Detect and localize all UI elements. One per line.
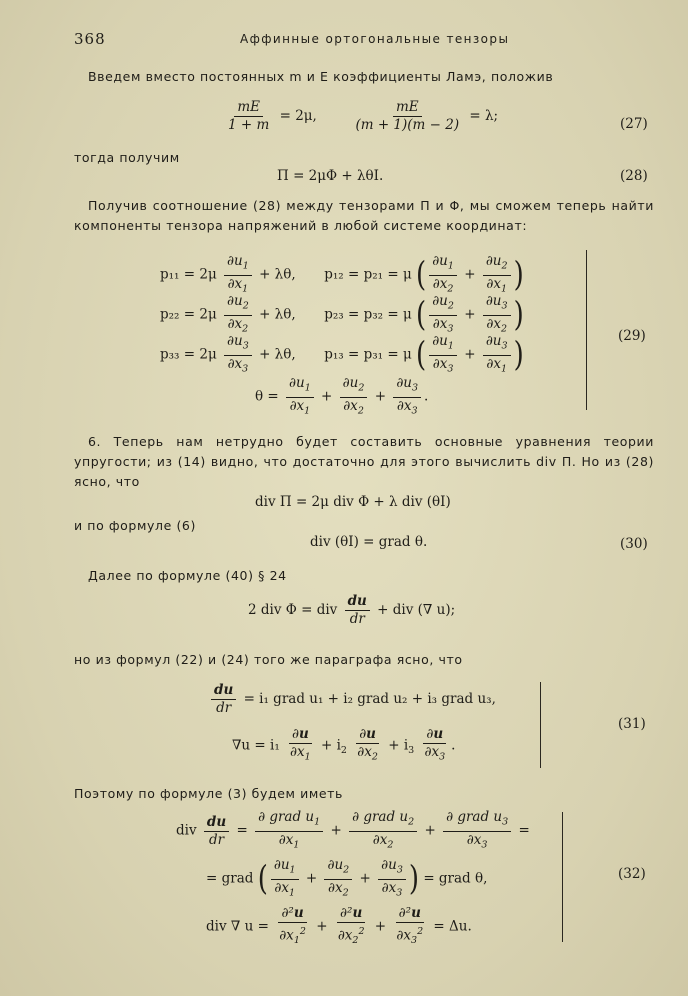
equation-31-row-1: $\frac{du}{dr}$ = i₁ grad u₁ + i₂ grad u₂ + i₃ grad u₃, xyxy=(208,683,496,716)
equation-number-27: (27) xyxy=(620,116,648,132)
term: = grad θ, xyxy=(423,870,488,887)
term: = Δu. xyxy=(433,918,472,935)
frac-den: 1 + m xyxy=(228,117,270,133)
paragraph-then: тогда получим xyxy=(74,150,180,165)
frac-num: mE xyxy=(393,100,422,117)
page-number: 368 xyxy=(74,30,106,48)
equation-30: div (θI) = grad θ. xyxy=(310,534,428,550)
term: p₃₃ = 2μ xyxy=(160,346,217,363)
term: + λθ, xyxy=(259,346,296,363)
equation-number-32: (32) xyxy=(618,866,646,882)
equation-number-30: (30) xyxy=(620,536,648,552)
equation-number-28: (28) xyxy=(620,168,648,184)
equation-number-29: (29) xyxy=(618,328,646,344)
term: p₂₃ = p₃₂ = μ xyxy=(324,306,412,323)
term: 2 div Φ = div xyxy=(248,602,338,618)
equation-div-phi: 2 div Φ = div $\frac{du}{dr}$ + div (∇ u); xyxy=(248,593,456,627)
term: + div (∇ u); xyxy=(377,602,456,618)
frac-num: mE xyxy=(234,100,263,117)
equation-29-row-2: p₂₂ = 2μ $\frac{\partial u_2}{\partial x_2}$ + λθ, p₂₃ = p₃₂ = μ ( $\frac{\partial u_2}{\partial x_3}$ + $\frac{\partial u_3}{\partial x_2}$ ) xyxy=(160,293,524,335)
paragraph-from: но из формул (22) и (24) того же параграфа ясно, что xyxy=(74,652,463,667)
equation-31-row-2: ∇u = i₁ $\frac{\partial u}{\partial x_1}$ + $i_2$ $\frac{\partial u}{\partial x_2}$ + $i_3$ $\frac{\partial u}{\partial x_3}$ . xyxy=(232,726,456,763)
brace-32 xyxy=(562,812,563,942)
term: ∇u = i₁ xyxy=(232,737,280,754)
equation-29-row-1: p₁₁ = 2μ $\frac{\partial u_1}{\partial x_1}$ + λθ, p₁₂ = p₂₁ = μ ( $\frac{\partial u_1}{\partial x_2}$ + $\frac{\partial u_2}{\partial x_1}$ ) xyxy=(160,253,524,295)
equation-29-row-3: p₃₃ = 2μ $\frac{\partial u_3}{\partial x_3}$ + λθ, p₁₃ = p₃₁ = μ ( $\frac{\partial u_1}{\partial x_3}$ + $\frac{\partial u_3}{\partial x_1}$ ) xyxy=(160,333,524,375)
paragraph-therefore: Поэтому по формуле (3) будем иметь xyxy=(74,786,343,801)
paragraph-intro: Введем вместо постоянных m и E коэффициенты Ламэ, положив xyxy=(88,69,554,84)
term: p₁₁ = 2μ xyxy=(160,266,217,283)
paragraph-formula-6: и по формуле (6) xyxy=(74,518,196,533)
term: + λθ, xyxy=(259,266,296,283)
equation-32-row-1: div $\frac{du}{dr}$ = $\frac{\partial grad u_1}{\partial x_1}$ + $\frac{\partial grad u_2}{\partial x_2}$ + $\frac{\partial grad u_3}{\partial x_3}$ = xyxy=(176,809,530,851)
term: div xyxy=(176,822,197,839)
term: div ∇ u = xyxy=(206,918,269,935)
eq27-lhs-result: = 2μ, xyxy=(279,108,317,124)
eq27-rhs-result: = λ; xyxy=(469,108,499,124)
equation-32-row-2: = grad ( $\frac{\partial u_1}{\partial x_1}$ + $\frac{\partial u_2}{\partial x_2}$ + $\frac{\partial u_3}{\partial x_3}$ ) = grad θ, xyxy=(206,857,488,899)
running-head: Аффинные ортогональные тензоры xyxy=(240,32,510,46)
brace-29 xyxy=(586,250,587,410)
brace-31 xyxy=(540,682,541,768)
paragraph-6: 6. Теперь нам нетрудно будет составить основные уравнения теории упругости; из (14) видно, что достаточно для этого вычислить div Π. Но из (28) ясно, что xyxy=(74,434,654,489)
term: p₂₂ = 2μ xyxy=(160,306,217,323)
frac-den: (m + 1)(m − 2) xyxy=(355,117,460,133)
term: = i₁ grad u₁ + i₂ grad u₂ + i₃ grad u₃, xyxy=(243,691,496,707)
term: p₁₃ = p₃₁ = μ xyxy=(324,346,412,363)
term: = grad xyxy=(206,870,254,887)
equation-27 xyxy=(222,100,498,133)
equation-div-pi: div Π = 2μ div Φ + λ div (θI) xyxy=(255,494,451,510)
term: + λθ, xyxy=(259,306,296,323)
equation-29-row-4: θ = $\frac{\partial u_1}{\partial x_1}$ + $\frac{\partial u_2}{\partial x_2}$ + $\frac{\partial u_3}{\partial x_3}$ . xyxy=(255,375,429,417)
equation-32-row-3: div ∇ u = $\frac{\text{∂²u}}{\partial x_1^2}$ + $\frac{\text{∂²u}}{\partial x_2^2}$ + $\frac{\text{∂²u}}{\partial x_3^2}$ = Δu. xyxy=(206,905,472,947)
equation-number-31: (31) xyxy=(618,716,646,732)
paragraph-relation: Получив соотношение (28) между тензорами Π и Φ, мы сможем теперь найти компоненты тензора напряжений в любой системе координат: xyxy=(74,198,654,233)
term: p₁₂ = p₂₁ = μ xyxy=(324,266,412,283)
equation-28: Π = 2μΦ + λθI. xyxy=(277,168,384,184)
paragraph-further: Далее по формуле (40) § 24 xyxy=(88,568,287,583)
term: θ = xyxy=(255,388,279,405)
